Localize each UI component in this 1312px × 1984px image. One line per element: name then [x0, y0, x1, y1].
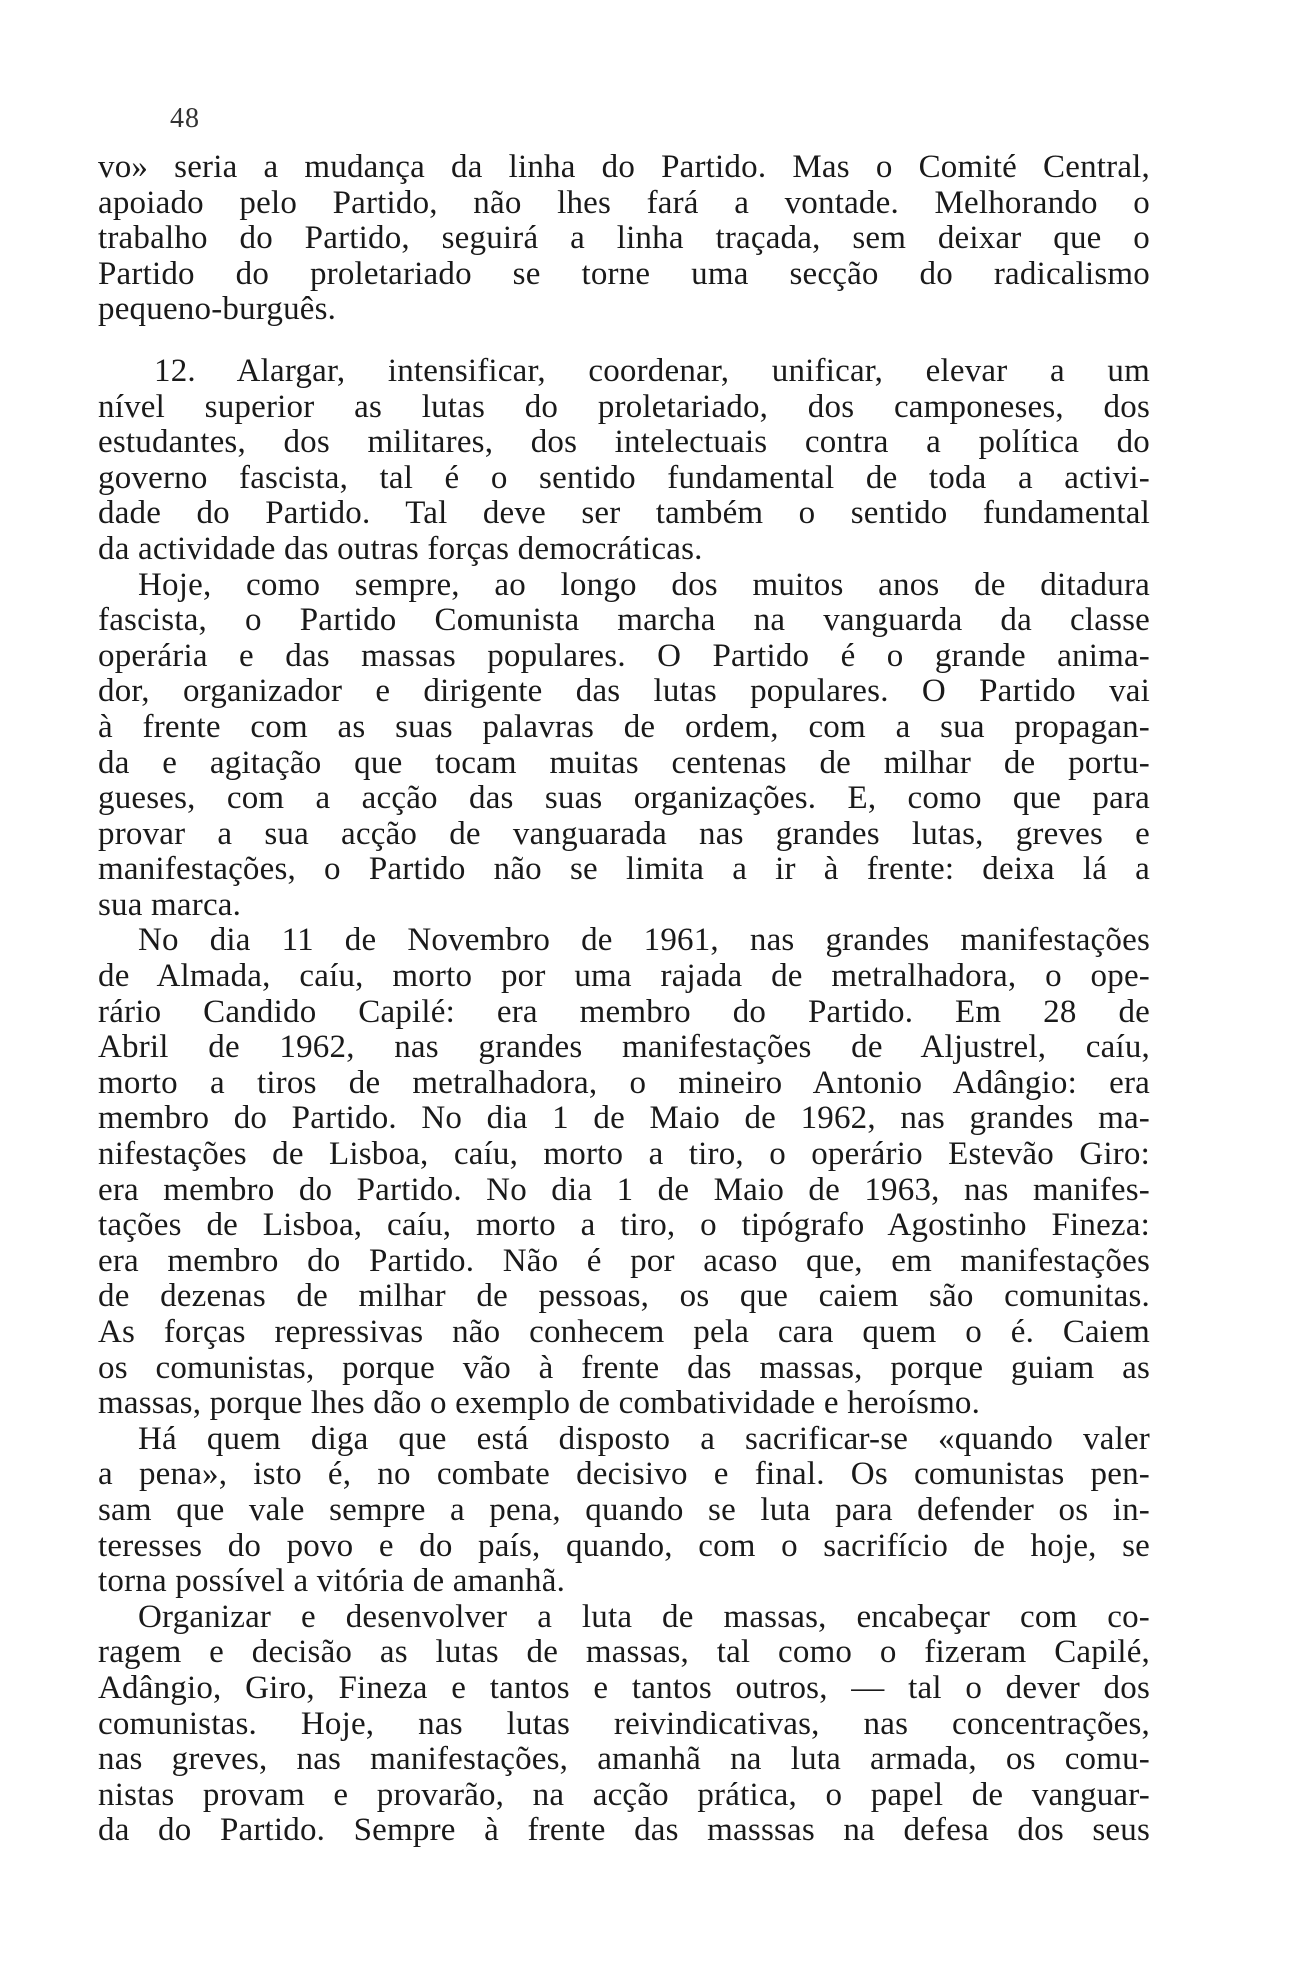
text-line: morto a tiros de metralhadora, o mineiro Antonio Adângio: era — [98, 1064, 1150, 1101]
paragraph-continuation — [98, 150, 1150, 328]
paragraph — [98, 923, 1150, 1421]
text-line: ragem e decisão as lutas de massas, tal como o fizeram Capilé, — [98, 1634, 1150, 1671]
text-line: Adângio, Giro, Fineza e tantos e tantos outros, — tal o dever dos — [98, 1669, 1150, 1706]
text-line: rário Candido Capilé: era membro do Partido. Em 28 de — [98, 993, 1150, 1030]
text-line: apoiado pelo Partido, não lhes fará a vontade. Melhorando o — [98, 184, 1150, 221]
text-line: pequeno-burguês. — [98, 291, 337, 328]
text-line: era membro do Partido. Não é por acaso que, em manifestações — [98, 1242, 1150, 1279]
text-line: manifestações, o Partido não se limita a ir à frente: deixa lá a — [98, 851, 1150, 888]
text-line: tações de Lisboa, caíu, morto a tiro, o tipógrafo Agostinho Fineza: — [98, 1207, 1150, 1244]
text-line: No dia 11 de Novembro de 1961, nas grandes manifestações — [138, 922, 1150, 959]
text-line: da do Partido. Sempre à frente das masssas na defesa dos seus — [98, 1812, 1150, 1849]
text-line: Abril de 1962, nas grandes manifestações de Aljustrel, caíu, — [98, 1029, 1150, 1066]
text-line: de dezenas de milhar de pessoas, os que caiem são comunitas. — [98, 1278, 1150, 1315]
paragraph — [98, 568, 1150, 924]
body-text — [98, 150, 1150, 1849]
text-line: nifestações de Lisboa, caíu, morto a tiro, o operário Estevão Giro: — [98, 1136, 1150, 1173]
page-number: 48 — [170, 103, 200, 134]
text-line: operária e das massas populares. O Partido é o grande anima- — [98, 637, 1150, 674]
text-line: Há quem diga que está disposto a sacrificar-se «quando valer — [138, 1420, 1150, 1457]
text-line: nistas provam e provarão, na acção prática, o papel de vanguar- — [98, 1776, 1150, 1813]
text-line: As forças repressivas não conhecem pela cara quem o é. Caiem — [98, 1314, 1150, 1350]
text-line: nível superior as lutas do proletariado, dos camponeses, dos — [98, 388, 1150, 425]
text-line: a pena», isto é, no combate decisivo e final. Os comunistas pen- — [98, 1456, 1150, 1493]
text-line: fascista, o Partido Comunista marcha na vanguarda da classe — [98, 602, 1150, 639]
paragraph-gap — [98, 328, 1150, 354]
paragraph — [98, 1600, 1150, 1849]
text-line: governo fascista, tal é o sentido fundamental de toda a activi- — [98, 459, 1150, 496]
text-line: 12. Alargar, intensificar, coordenar, unificar, elevar a um — [154, 352, 1150, 389]
text-line: nas greves, nas manifestações, amanhã na luta armada, os comu- — [98, 1741, 1150, 1778]
paragraph-item-12 — [98, 354, 1150, 568]
text-line: dade do Partido. Tal deve ser também o sentido fundamental — [98, 495, 1150, 532]
text-line: os comunistas, porque vão à frente das massas, porque guiam as — [98, 1349, 1150, 1386]
text-line: Hoje, como sempre, ao longo dos muitos anos de ditadura — [138, 566, 1150, 603]
text-line: sam que vale sempre a pena, quando se luta para defender os in- — [98, 1491, 1150, 1528]
text-line: Organizar e desenvolver a luta de massas, encabeçar com co- — [138, 1598, 1150, 1635]
text-line: à frente com as suas palavras de ordem, com a sua propagan- — [98, 708, 1150, 745]
text-line: massas, porque lhes dão o exemplo de combatividade e heroísmo. — [98, 1385, 981, 1422]
text-line: da e agitação que tocam muitas centenas de milhar de portu- — [98, 744, 1150, 781]
text-line: de Almada, caíu, morto por uma rajada de metralhadora, o ope- — [98, 958, 1150, 995]
text-line: Partido do proletariado se torne uma secção do radicalismo — [98, 255, 1150, 292]
text-line: vo» seria a mudança da linha do Partido. Mas o Comité Central, — [98, 149, 1150, 185]
text-line: dor, organizador e dirigente das lutas populares. O Partido vai — [98, 673, 1150, 710]
text-line: provar a sua acção de vanguarada nas grandes lutas, greves e — [98, 815, 1150, 852]
text-line: da actividade das outras forças democráticas. — [98, 530, 703, 567]
text-line: gueses, com a acção das suas organizações. E, como que para — [98, 780, 1150, 817]
text-line: membro do Partido. No dia 1 de Maio de 1962, nas grandes ma- — [98, 1100, 1150, 1137]
text-line: estudantes, dos militares, dos intelectuais contra a política do — [98, 424, 1150, 461]
text-line: torna possível a vitória de amanhã. — [98, 1563, 566, 1600]
text-line: teresses do povo e do país, quando, com o sacrifício de hoje, se — [98, 1527, 1150, 1564]
text-line: era membro do Partido. No dia 1 de Maio de 1963, nas manifes- — [98, 1171, 1150, 1208]
text-line: trabalho do Partido, seguirá a linha traçada, sem deixar que o — [98, 220, 1150, 257]
text-line: comunistas. Hoje, nas lutas reivindicativas, nas concentrações, — [98, 1705, 1150, 1742]
paragraph — [98, 1422, 1150, 1600]
text-line: sua marca. — [98, 886, 242, 923]
